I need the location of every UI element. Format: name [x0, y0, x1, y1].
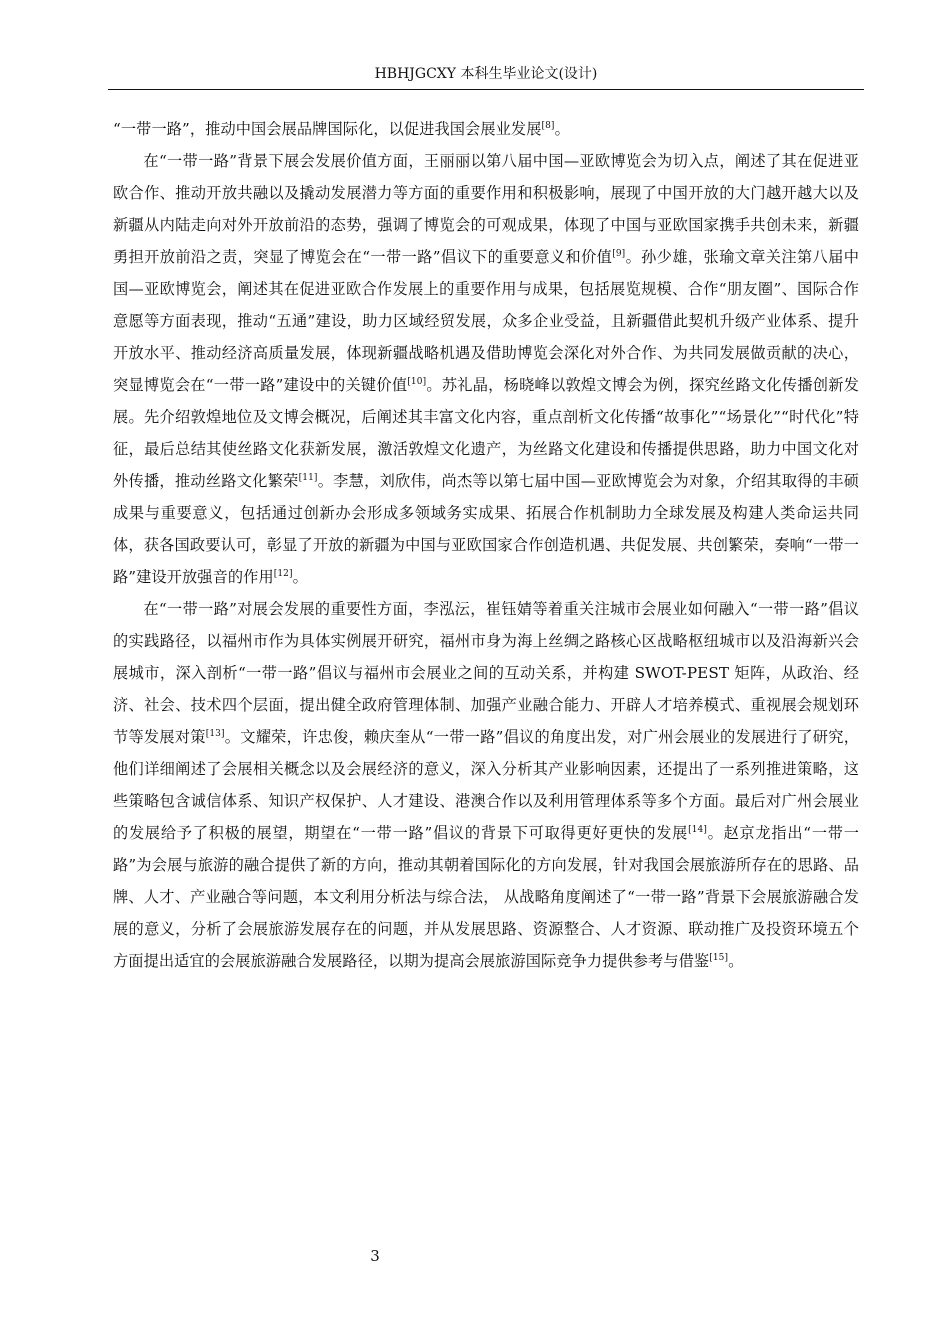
text-run: 。李慧，刘欣伟，尚杰等以第七届中国—亚欧博览会为对象，介绍其取得的丰硕成果与重要意义，包括通过创新办会形成多领域务实成果、拓展合作机制助力全球发展及构建人类命运共同体，获各国政要认可，彰显了开放的新疆为中国与亚欧国家合作创造机遇、共促发展、共创繁荣，奏响“一带一路”建设开放强音的作用	[113, 472, 860, 586]
text-run: “一带一路”，推动中国会展品牌国际化，以促进我国会展业发展	[113, 120, 542, 138]
text-run: 。苏礼晶，杨晓峰以敦煌文博会为例，探究丝路文化传播创新发展。先介绍敦煌地位及文博会概况，后阐述其丰富文化内容，重点剖析文化传播“故事化”“场景化”“时代化”特征，最后总结其使丝路文化获新发展，激活敦煌文化遗产，为丝路文化建设和传播提供思路，助力中国文化对外传播，推动丝路文化繁荣	[113, 376, 859, 490]
text-run: 。孙少雄，张瑜文章关注第八届中国—亚欧博览会，阐述其在促进亚欧合作发展上的重要作用与成果，包括展览规模、合作“朋友圈”、国际合作意愿等方面表现，推动“五通”建设，助力区域经贸发展，众多企业受益，且新疆借此契机升级产业体系、提升开放水平、推动经济高质量发展，体现新疆战略机遇及借助博览会深化对外合作、为共同发展做贡献的决心，突显博览会在“一带一路”建设中的关键价值	[113, 248, 859, 394]
text-run: 。	[728, 952, 744, 970]
text-run: 。文耀荣，许忠俊，赖庆奎从“一带一路”倡议的角度出发，对广州会展业的发展进行了研究，他们详细阐述了会展相关概念以及会展经济的意义，深入分析其产业影响因素，还提出了一系列推进策略，这些策略包含诚信体系、知识产权保护、人才建设、港澳合作以及利用管理体系等多个方面。最后对广州会展业的发展给予了积极的展望，期望在“一带一路”倡议的背景下可取得更好更快的发展	[113, 728, 859, 842]
citation-marker: [12]	[273, 569, 293, 579]
citation-marker: [10]	[407, 377, 427, 387]
body-paragraph	[113, 145, 859, 593]
text-run: 在“一带一路”背景下展会发展价值方面，王丽丽以第八届中国—亚欧博览会为切入点，阐述了其在促进亚欧合作、推动开放共融以及撬动发展潜力等方面的重要作用和积极影响，展现了中国开放的大门越开越大以及新疆从内陆走向对外开放前沿的态势，强调了博览会的可观成果，体现了中国与亚欧国家携手共创未来，新疆勇担开放前沿之责，突显了博览会在“一带一路”倡议下的重要意义和价值	[113, 152, 859, 266]
page-number: 3	[370, 1247, 380, 1265]
body-paragraph	[113, 593, 859, 977]
body-paragraph	[113, 113, 859, 145]
citation-marker: [11]	[298, 473, 318, 483]
citation-marker: [14]	[688, 825, 707, 835]
text-run: 。	[292, 568, 308, 586]
header-rule	[108, 89, 864, 90]
citation-marker: [8]	[541, 121, 555, 131]
citation-marker: [13]	[205, 729, 225, 739]
citation-marker: [15]	[709, 953, 729, 963]
body-text	[113, 113, 859, 977]
citation-marker: [9]	[612, 249, 626, 259]
running-header: HBHJGCXY 本科生毕业论文(设计)	[374, 66, 598, 82]
text-run: 。	[554, 120, 570, 138]
text-run: 。赵京龙指出“一带一路”为会展与旅游的融合提供了新的方向，推动其朝着国际化的方向发展，针对我国会展旅游所存在的思路、品牌、人才、产业融合等问题，本文利用分析法与综合法， 从战略角度阐述了“一带一路”背景下会展旅游融合发展的意义，分析了会展旅游发展存在的问题，并从发展思路、资源整合、人才资源、联动推广及投资环境五个方面提出适宜的会展旅游融合发展路径，以期为提高会展旅游国际竞争力提供参考与借鉴	[113, 824, 860, 970]
text-run: 在“一带一路”对展会发展的重要性方面，李泓沄，崔钰婧等着重关注城市会展业如何融入“一带一路”倡议的实践路径，以福州市作为具体实例展开研究，福州市身为海上丝绸之路核心区战略枢纽城市以及沿海新兴会展城市，深入剖析“一带一路”倡议与福州市会展业之间的互动关系，并构建 SWOT-PEST 矩阵，从政治、经济、社会、技术四个层面，提出健全政府管理体制、加强产业融合能力、开辟人才培养模式、重视展会规划环节等发展对策	[113, 600, 859, 746]
